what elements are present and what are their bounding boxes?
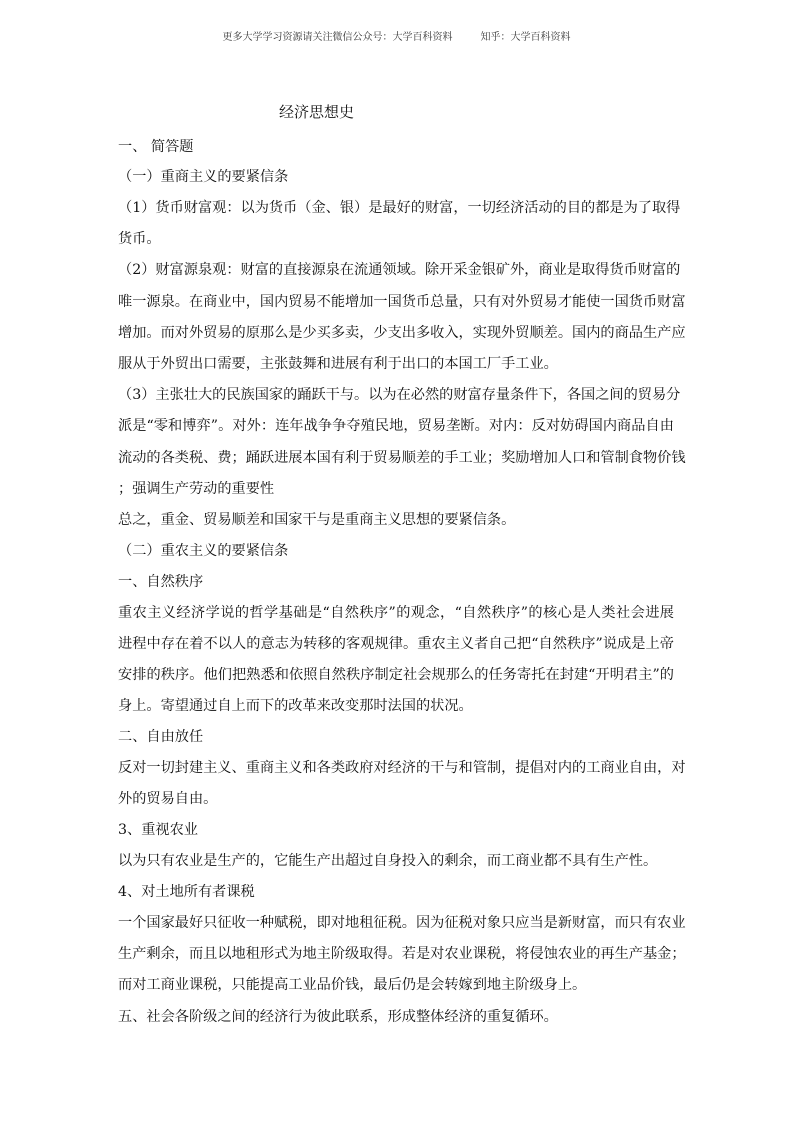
item-heading: 一、自然秩序 <box>118 574 204 590</box>
text-line: 派是“零和博弈”。对外：连年战争争夺殖民地，贸易垄断。对内：反对妨碍国内商品自由 <box>118 418 674 434</box>
text-line: ；强调生产劳动的重要性 <box>118 481 275 497</box>
item-heading: 五、社会各阶级之间的经济行为彼此联系，形成整体经济的重复循环。 <box>118 1009 558 1025</box>
header-right-text: 知乎：大学百科资料 <box>480 32 571 43</box>
text-line: 唯一源泉。在商业中，国内贸易不能增加一国货币总量，只有对外贸易才能使一国货币财富 <box>118 294 686 310</box>
document-title: 经济思想史 <box>279 103 355 121</box>
text-line: 一个国家最好只征收一种赋税，即对地租征税。因为征税对象只应当是新财富，而只有农业 <box>118 915 686 931</box>
text-line: 外的贸易自由。 <box>118 791 218 807</box>
text-line: （1）货币财富观：以为货币（金、银）是最好的财富，一切经济活动的目的都是为了取得 <box>118 200 681 216</box>
section-heading-short-answer: 一、 简答题 <box>118 139 194 155</box>
text-line: 身上。寄望通过自上而下的改革来改变那时法国的状况。 <box>118 698 473 714</box>
text-line: 流动的各类税、费；踊跃进展本国有利于贸易顺差的手工业；奖励增加人口和管制食物价钱 <box>118 450 686 466</box>
text-line: 安排的秩序。他们把熟悉和依照自然秩序制定社会规那么的任务寄托在封建“开明君主”的 <box>118 667 674 683</box>
text-line: （3）主张壮大的民族国家的踊跃干与。以为在必然的财富存量条件下，各国之间的贸易分 <box>118 387 681 403</box>
text-line: （2）财富源泉观：财富的直接源泉在流通领域。除开采金银矿外，商业是取得货币财富的 <box>118 262 681 278</box>
text-line: 以为只有农业是生产的，它能生产出超过自身投入的剩余，而工商业都不具有生产性。 <box>118 853 658 869</box>
text-line: 反对一切封建主义、重商主义和各类政府对经济的干与和管制，提倡对内的工商业自由，对 <box>118 760 686 776</box>
item-heading: 二、自由放任 <box>118 729 204 745</box>
subheading-mercantilism: （一）重商主义的要紧信条 <box>118 169 289 185</box>
text-line: 增加。而对外贸易的原那么是少买多卖，少支出多收入，实现外贸顺差。国内的商品生产应 <box>118 325 686 341</box>
text-line: 而对工商业课税，只能提高工业品价钱，最后仍是会转嫁到地主阶级身上。 <box>118 977 587 993</box>
page-header <box>0 28 793 43</box>
item-heading: 3、重视农业 <box>118 822 198 838</box>
text-line: 总之，重金、贸易顺差和国家干与是重商主义思想的要紧信条。 <box>118 512 516 528</box>
text-line: 重农主义经济学说的哲学基础是“自然秩序”的观念，“自然秩序”的核心是人类社会进展 <box>118 605 674 621</box>
subheading-physiocracy: （二）重农主义的要紧信条 <box>118 543 289 559</box>
text-line: 服从于外贸出口需要，主张鼓舞和进展有利于出口的本国工厂手工业。 <box>118 356 558 372</box>
text-line: 生产剩余，而且以地租形式为地主阶级取得。若是对农业课税，将侵蚀农业的再生产基金； <box>118 946 686 962</box>
text-line: 进程中存在着不以人的意志为转移的客观规律。重农主义者自己把“自然秩序”说成是上帝 <box>118 636 674 652</box>
header-left-text: 更多大学学习资源请关注微信公众号：大学百科资料 <box>222 32 453 43</box>
item-heading: 4、对土地所有者课税 <box>118 884 255 900</box>
text-line: 货币。 <box>118 231 161 247</box>
